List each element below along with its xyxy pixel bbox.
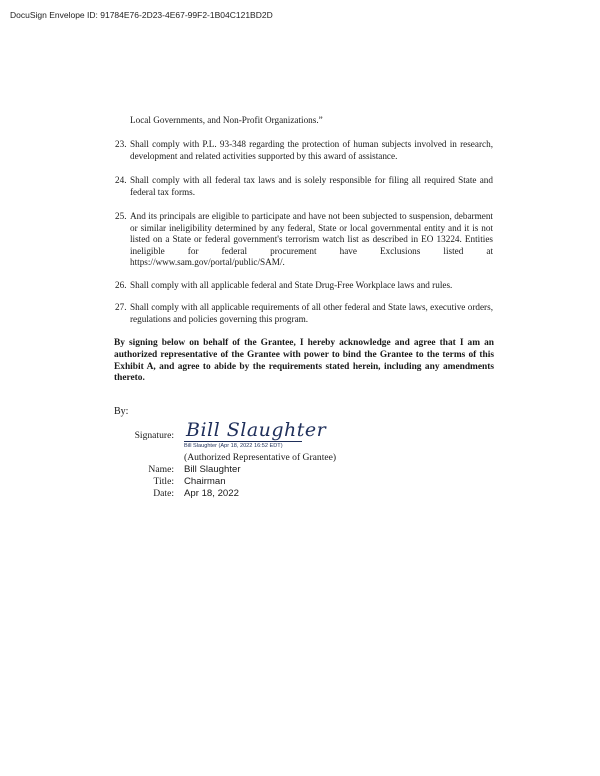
date-label: Date: [153,488,174,499]
acknowledgement-paragraph: By signing below on behalf of the Grantee, I hereby acknowledge and agree that I am an authorized representative of the Grantee with power to bind the Grantee to the terms of this Exhibit A, and agree to abide by the requirements stated herein, including any amendments thereto. [114,338,494,384]
signature-line [184,441,302,442]
clause-23 [115,139,493,162]
clause-number: 23. [115,139,127,149]
title-label: Title: [153,476,174,487]
name-label: Name: [148,464,174,475]
signature-image: Bill Slaughter [186,419,327,441]
signature-label: Signature: [134,430,174,441]
continuation-text: Local Governments, and Non-Profit Organizations.” [130,115,323,125]
title-value: Chairman [184,476,226,487]
clause-number: 25. [115,211,127,221]
clause-25 [115,211,493,269]
clause-text: Shall comply with all federal tax laws and is solely responsible for filing all required State and federal tax forms. [130,175,493,197]
signature-timestamp: Bill Slaughter (Apr 18, 2022 16:52 EDT) [184,443,283,449]
clause-24 [115,175,493,198]
clause-number: 26. [115,280,127,290]
clause-27 [115,302,493,325]
clause-text: Shall comply with P.L. 93-348 regarding the protection of human subjects involved in research, development and related activities supported by this award of assistance. [130,139,493,161]
clause-text: And its principals are eligible to participate and have not been subjected to suspension, debarment or similar ineligibility determined by any federal, State or local governmental entity and it is not listed on a State or federal government's terrorism watch list as described in EO 13224. Entities ineligible for federal procurement have Exclusions listed at https://www.sam.gov/portal/public/SAM/. [130,211,493,268]
clause-text: Shall comply with all applicable requirements of all other federal and State laws, executive orders, regulations and policies governing this program. [130,302,493,324]
name-value: Bill Slaughter [184,464,241,475]
date-value: Apr 18, 2022 [184,488,239,499]
by-label: By: [114,406,129,417]
clause-text: Shall comply with all applicable federal and State Drug-Free Workplace laws and rules. [130,280,453,290]
docusign-envelope-id: DocuSign Envelope ID: 91784E76-2D23-4E67-99F2-1B04C121BD2D [10,10,273,20]
authorized-representative-caption: (Authorized Representative of Grantee) [184,452,337,463]
clause-26 [115,280,493,292]
clause-number: 24. [115,175,127,185]
clause-number: 27. [115,302,127,312]
